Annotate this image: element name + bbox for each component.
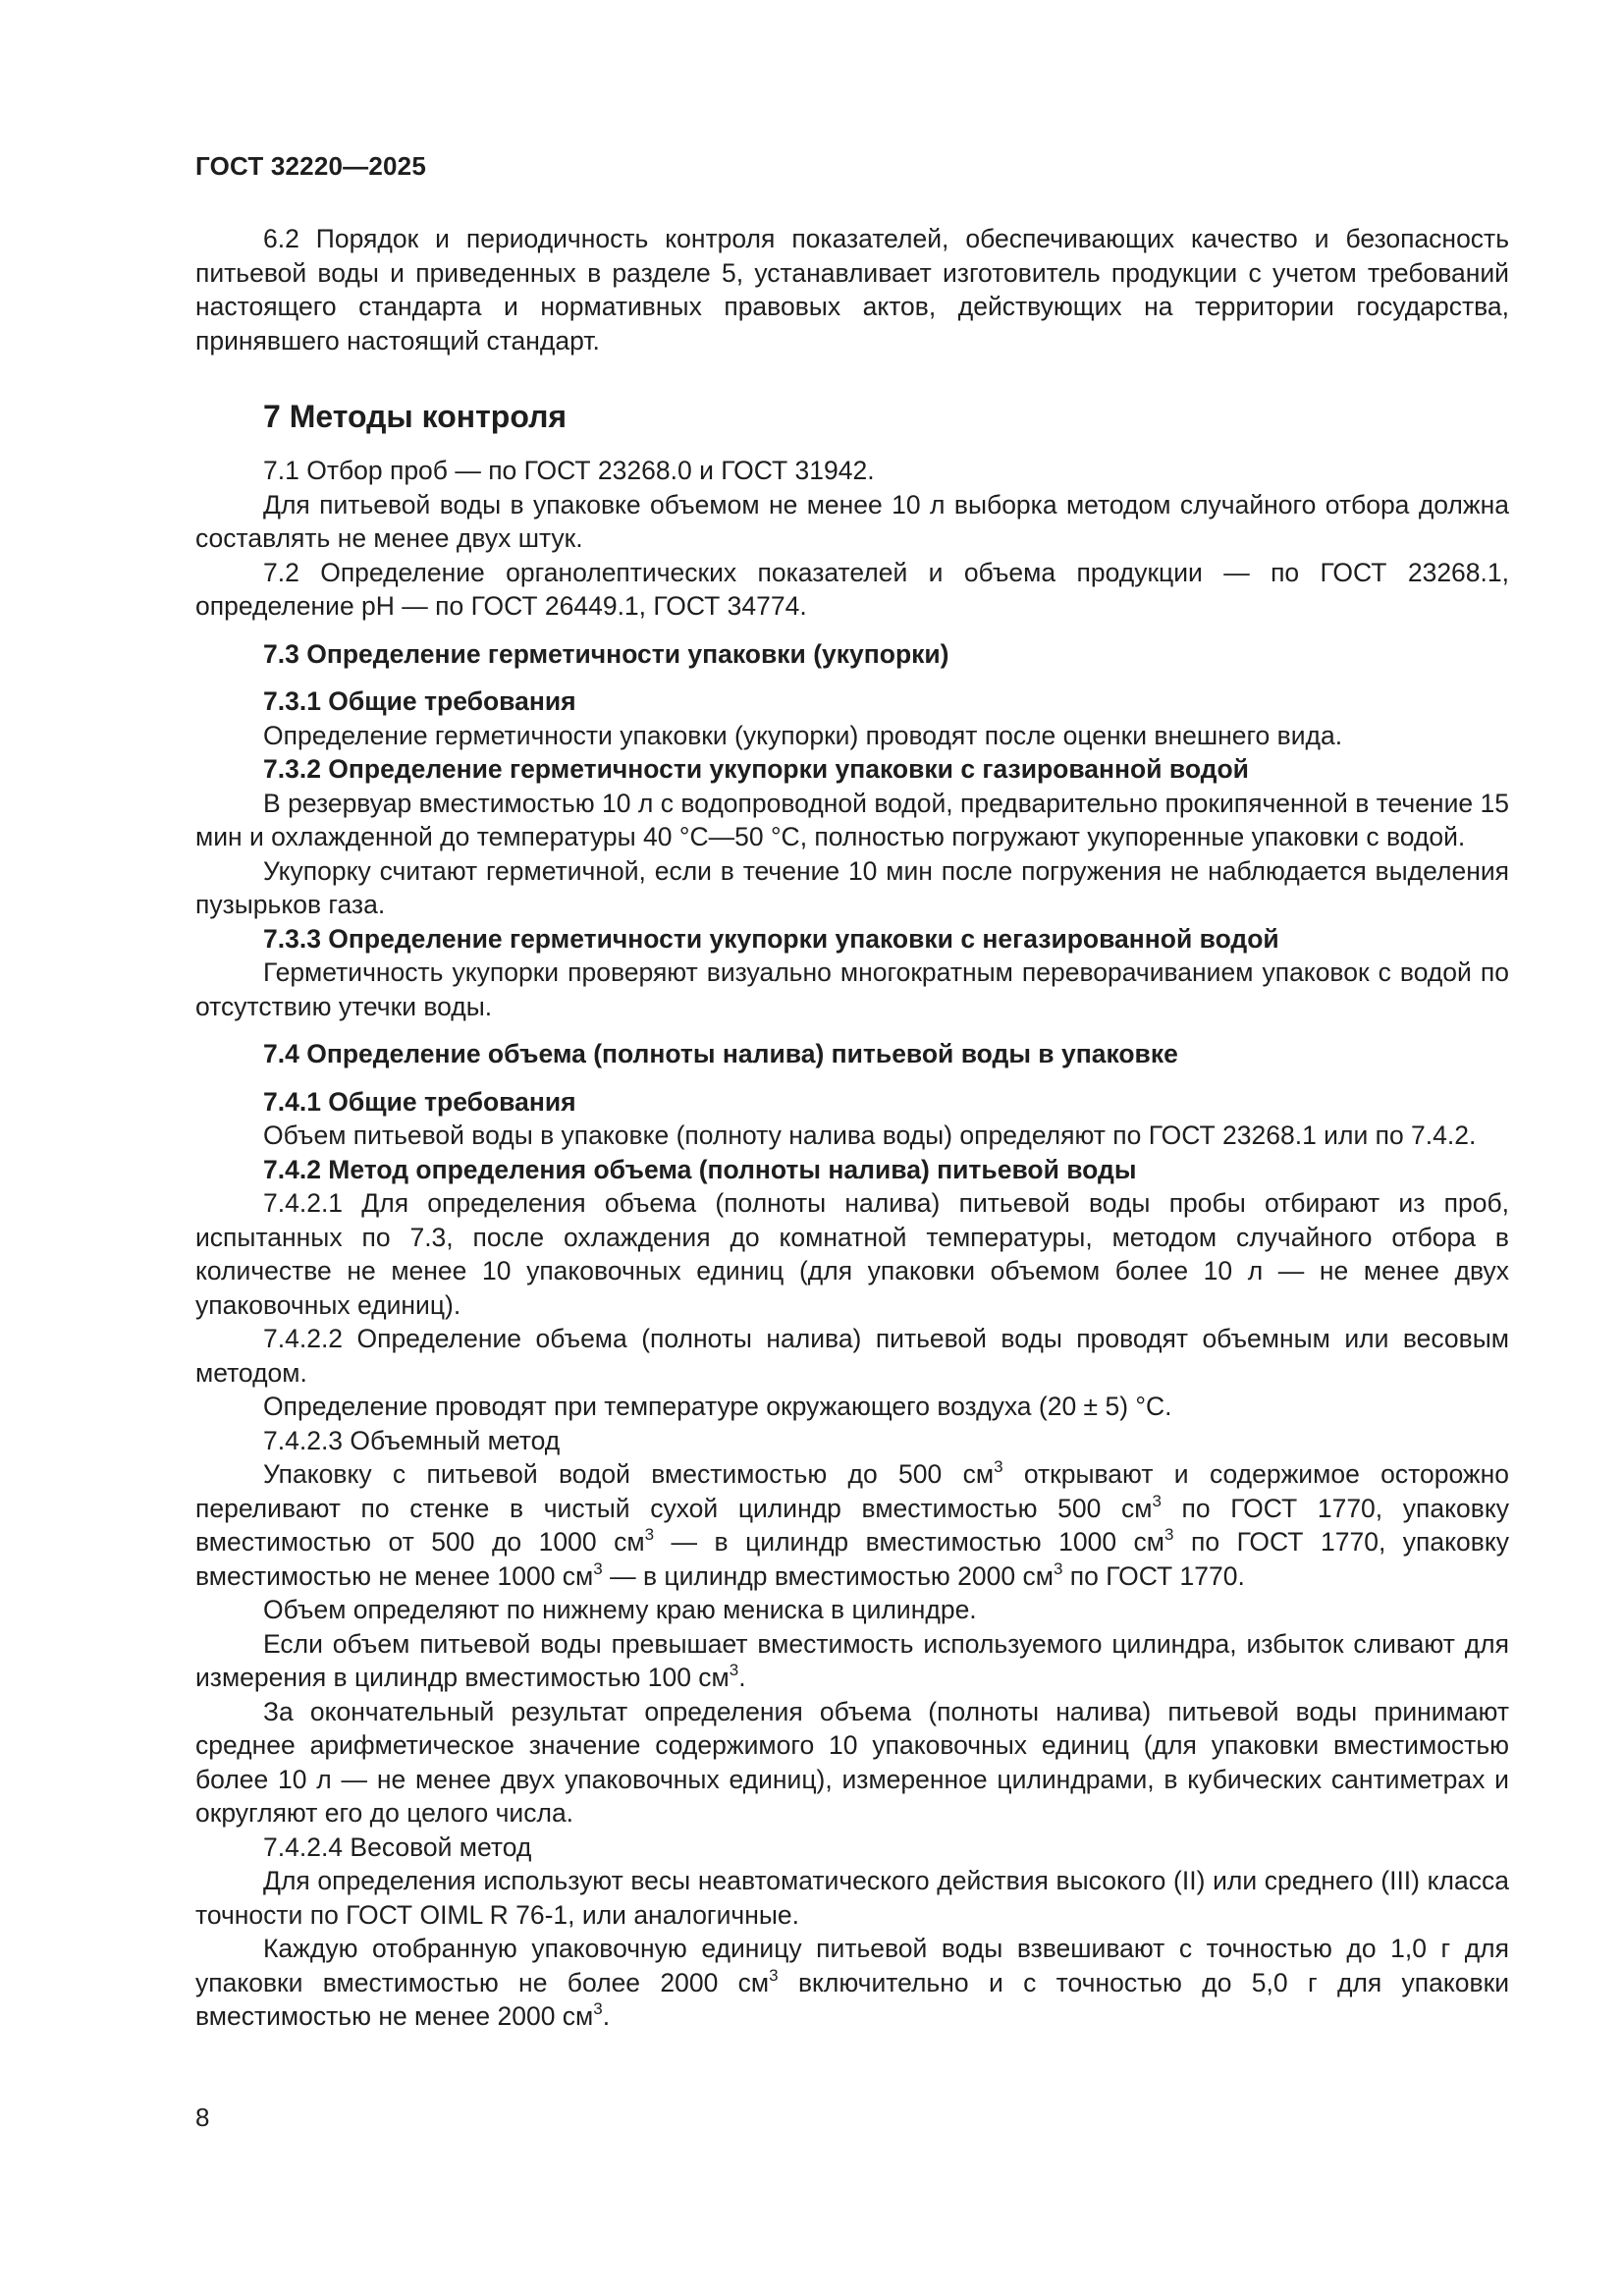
paragraph-weighing: Каждую отобранную упаковочную единицу питьевой воды взвешивают с точностью до 1,0 г для упаковки вместимостью не более 2000 $см^3$ включительно и с точностью до 5,0 г для упаковки вместимостью не менее 2000 $см^3$. (195, 1934, 1510, 2031)
paragraph-7-1-sample: Для питьевой воды в упаковке объемом не менее 10 л выборка методом случайного отбора должна составлять не менее двух штук. (195, 489, 1509, 553)
paragraph-7-4-2-1: 7.4.2.1 Для определения объема (полноты налива) питьевой воды пробы отбирают из проб, испытанных по 7.3, после охлаждения до комнатной температуры, методом случайного отбора в количестве не менее 10 упаковочных единиц (для упаковки объемом более 10 л — не менее двух упаковочных единиц). (195, 1188, 1509, 1320)
paragraph-7-3-1: Определение герметичности упаковки (укупорки) проводят после оценки внешнего вида. (263, 720, 1343, 750)
paragraph-7-4-2-2-temperature: Определение проводят при температуре окружающего воздуха (20 ± 5) °С. (263, 1392, 1172, 1421)
paragraph-7-4-2-3-title: 7.4.2.3 Объемный метод (263, 1425, 561, 1455)
paragraph-meniscus: Объем определяют по нижнему краю мениска в цилиндре. (263, 1595, 977, 1624)
paragraph-7-2: 7.2 Определение органолептических показателей и объема продукции — по ГОСТ 23268.1, определение pH — по ГОСТ 26449.1, ГОСТ 34774. (195, 557, 1509, 621)
paragraph-7-1: 7.1 Отбор проб — по ГОСТ 23268.0 и ГОСТ 31942. (263, 456, 875, 485)
clause-heading-7-4-2: 7.4.2 Метод определения объема (полноты налива) питьевой воды (263, 1154, 1137, 1184)
paragraph-7-4-2-2: 7.4.2.2 Определение объема (полноты налива) питьевой воды проводят объемным или весовым методом. (195, 1324, 1509, 1388)
clause-heading-7-3-3: 7.3.3 Определение герметичности укупорки упаковки с негазированной водой (263, 923, 1279, 954)
clause-heading-7-4-1: 7.4.1 Общие требования (263, 1086, 576, 1117)
paragraph-final-result: За окончательный результат определения объема (полноты налива) питьевой воды принимают среднее арифметическое значение содержимого 10 упаковочных единиц (для упаковки вместимостью более 10 л — не менее двух упаковочных единиц), измеренное цилиндрами, в кубических сантиметрах и округляют его до целого числа. (195, 1696, 1509, 1828)
paragraph-7-4-2-4-title: 7.4.2.4 Весовой метод (263, 1831, 532, 1862)
section-heading-7: 7 Методы контроля (263, 399, 568, 434)
page-header-doc-code: ГОСТ 32220—2025 (195, 151, 426, 181)
paragraph-excess: Если объем питьевой воды превышает вместимость используемого цилиндра, избыток сливают для измерения в цилиндр вместимостью 100 $см^3$. (195, 1628, 1509, 1692)
clause-heading-7-3-2: 7.3.2 Определение герметичности укупорки упаковки с газированной водой (263, 754, 1249, 784)
paragraph-volumetric-method: Упаковку с питьевой водой вместимостью до 500 $см^3$ открывают и содержимое осторожно переливают по стенке в чистый сухой цилиндр вместимостью 500 $см^3$ по ГОСТ 1770, упаковку вместимостью от 500 до 1000 $см^3$ — в цилиндр вместимостью 1000 $см^3$ по ГОСТ 1770, упаковку вместимостью не менее 1000 $см^3$ — в цилиндр вместимостью 2000 $см^3$ по ГОСТ 1770. (195, 1457, 1509, 1591)
paragraph-7-3-2-criterion: Укупорку считают герметичной, если в течение 10 мин после погружения не наблюдается выделения пузырьков газа. (195, 855, 1509, 919)
subsection-heading-7-4: 7.4 Определение объема (полноты налива) питьевой воды в упаковке (263, 1039, 1178, 1068)
paragraph-7-4-1: Объем питьевой воды в упаковке (полноту налива воды) определяют по ГОСТ 23268.1 или по 7.4.2. (263, 1121, 1477, 1150)
subsection-heading-7-3: 7.3 Определение герметичности упаковки (укупорки) (263, 638, 949, 669)
page-content (195, 222, 1509, 2034)
page-number: 8 (195, 2103, 210, 2132)
clause-heading-7-3-1: 7.3.1 Общие требования (263, 686, 576, 716)
paragraph-scales: Для определения используют весы неавтоматического действия высокого (II) или среднего (III) класса точности по ГОСТ OIML R 76-1, или аналогичные. (195, 1866, 1509, 1930)
paragraph-7-3-3: Герметичность укупорки проверяют визуально многократным переворачиванием упаковок с водой по отсутствию утечки воды. (195, 957, 1509, 1021)
paragraph-6-2: 6.2 Порядок и периодичность контроля показателей, обеспечивающих качество и безопасность питьевой воды и приведенных в разделе 5, устанавливает изготовитель продукции с учетом требований настоящего стандарта и нормативных правовых актов, действующих на территории государства, принявшего настоящий стандарт. (195, 224, 1509, 355)
paragraph-7-3-2-reservoir: В резервуар вместимостью 10 л с водопроводной водой, предварительно прокипяченной в течение 15 мин и охлажденной до температуры 40 °С—50 °С, полностью погружают укупоренные упаковки с водой. (195, 788, 1509, 851)
